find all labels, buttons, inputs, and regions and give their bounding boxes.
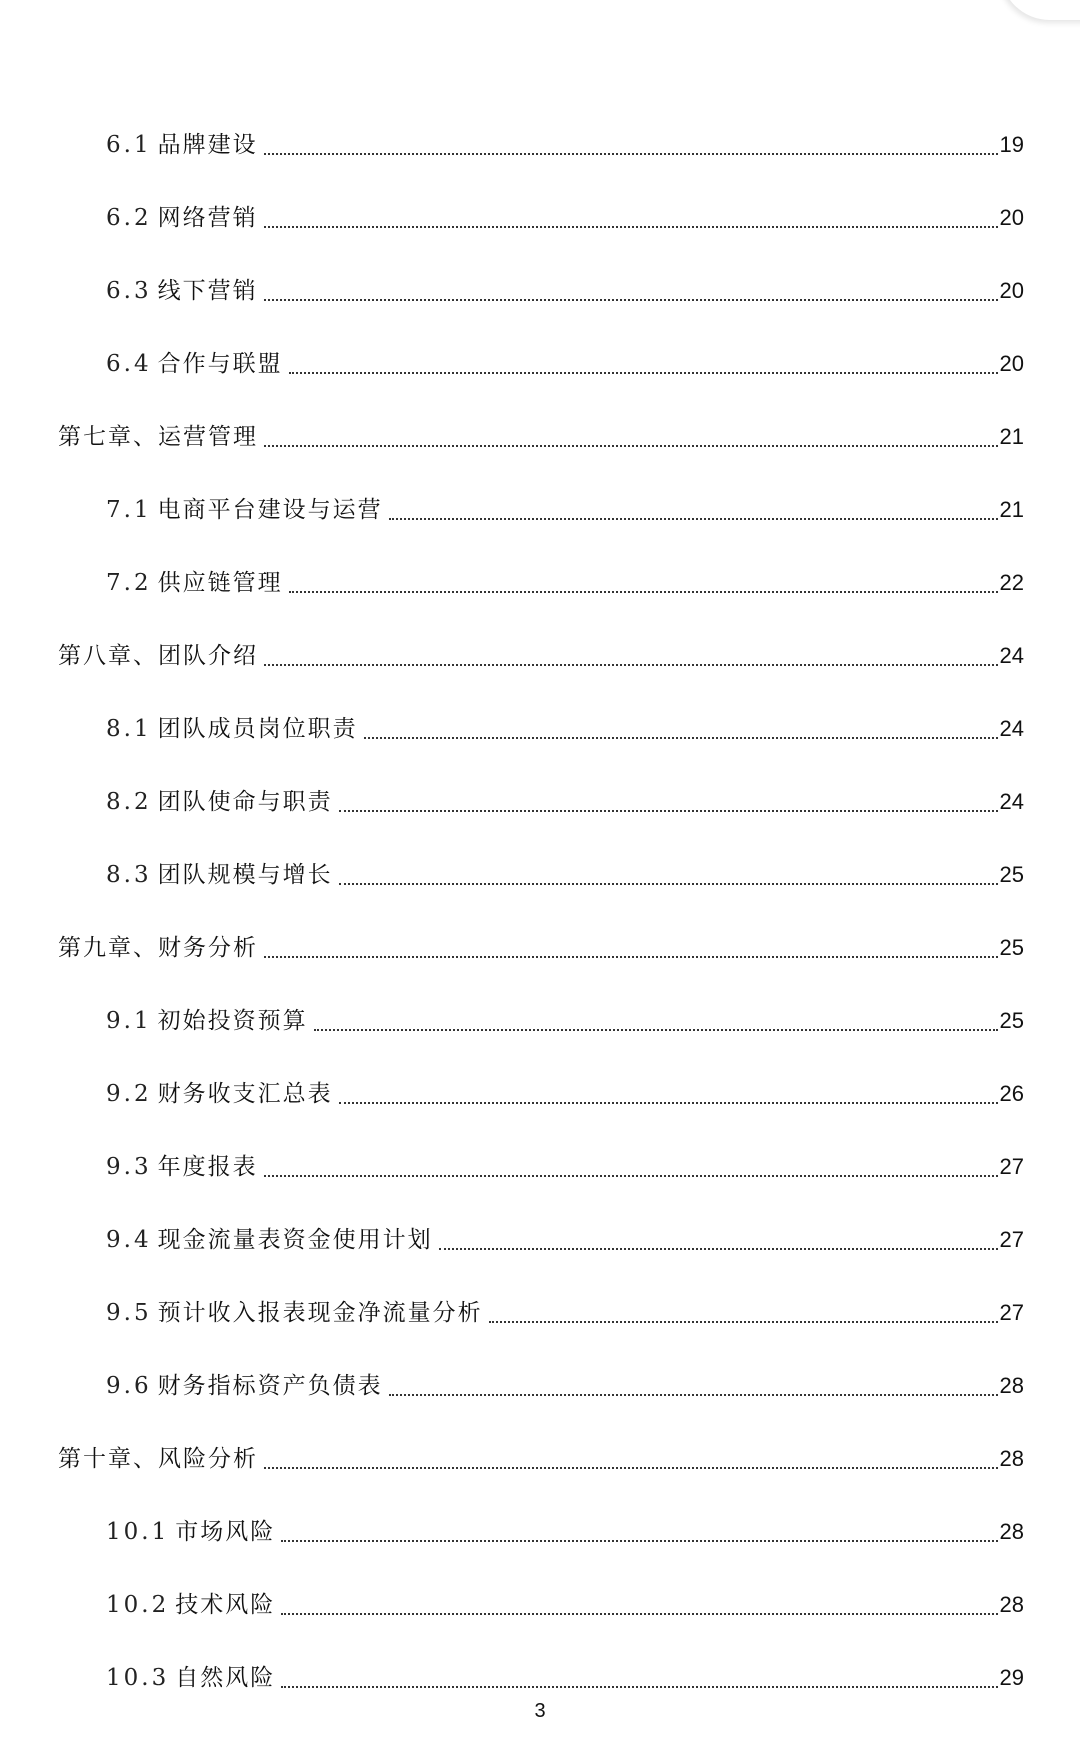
toc-chapter-entry[interactable] <box>0 603 1080 676</box>
toc-entry-title: 团队使命与职责 <box>157 789 333 815</box>
toc-page-number: 24 <box>999 643 1024 668</box>
toc-section-entry[interactable] <box>0 749 1080 822</box>
toc-page-number: 28 <box>999 1519 1024 1544</box>
toc-section-number: 6.3 <box>106 278 152 304</box>
toc-entry-line <box>106 1220 1024 1260</box>
toc-entry-line <box>106 198 1024 238</box>
toc-page-number: 24 <box>999 789 1024 814</box>
page-corner-curl <box>1000 0 1080 20</box>
toc-section-number: 6.1 <box>106 132 152 158</box>
toc-entry-line <box>106 125 1024 165</box>
toc-section-number: 9.2 <box>106 1081 152 1107</box>
toc-dot-leader <box>264 226 998 228</box>
toc-section-entry[interactable] <box>0 676 1080 749</box>
toc-section-number: 9.1 <box>106 1008 152 1034</box>
toc-page-number: 27 <box>999 1300 1024 1325</box>
toc-section-entry[interactable] <box>0 1187 1080 1260</box>
toc-entry-title: 市场风险 <box>175 1519 276 1545</box>
toc-dot-leader <box>489 1321 998 1323</box>
toc-entry-title: 第八章、团队介绍 <box>58 643 258 669</box>
toc-page-number: 20 <box>999 351 1024 376</box>
toc-section-number: 8.3 <box>106 862 152 888</box>
toc-dot-leader <box>264 664 998 666</box>
toc-entry-title: 供应链管理 <box>157 570 283 596</box>
toc-dot-leader <box>264 445 998 447</box>
toc-entry-line <box>58 417 1024 457</box>
toc-dot-leader <box>264 1175 998 1177</box>
toc-section-entry[interactable] <box>0 1333 1080 1406</box>
toc-section-entry[interactable] <box>0 1625 1080 1698</box>
toc-dot-leader <box>264 153 998 155</box>
toc-entry-line <box>106 271 1024 311</box>
toc-section-number: 9.4 <box>106 1227 152 1253</box>
toc-dot-leader <box>339 1102 998 1104</box>
toc-page-number: 29 <box>999 1665 1024 1690</box>
toc-section-number: 9.5 <box>106 1300 152 1326</box>
toc-dot-leader <box>264 956 998 958</box>
toc-entry-title: 初始投资预算 <box>157 1008 308 1034</box>
toc-entry-line <box>106 563 1024 603</box>
page-number: 3 <box>534 1700 546 1722</box>
toc-entry-line <box>106 1074 1024 1114</box>
toc-entry-title: 现金流量表资金使用计划 <box>157 1227 433 1253</box>
toc-section-number: 8.2 <box>106 789 152 815</box>
toc-page-number: 25 <box>999 935 1024 960</box>
toc-entry-title: 合作与联盟 <box>157 351 283 377</box>
toc-entry-line <box>106 1658 1024 1698</box>
toc-section-entry[interactable] <box>0 165 1080 238</box>
toc-page-number: 26 <box>999 1081 1024 1106</box>
toc-page-number: 25 <box>999 1008 1024 1033</box>
toc-entry-title: 网络营销 <box>157 205 258 231</box>
toc-entry-line <box>106 855 1024 895</box>
toc-section-number: 9.3 <box>106 1154 152 1180</box>
toc-entry-title: 自然风险 <box>175 1665 276 1691</box>
toc-page-number: 20 <box>999 278 1024 303</box>
toc-section-entry[interactable] <box>0 1260 1080 1333</box>
toc-dot-leader <box>364 737 998 739</box>
toc-section-number: 6.4 <box>106 351 152 377</box>
table-of-contents <box>0 92 1080 1698</box>
toc-dot-leader <box>264 299 998 301</box>
toc-dot-leader <box>281 1686 997 1688</box>
toc-section-number: 6.2 <box>106 205 152 231</box>
toc-entry-title: 电商平台建设与运营 <box>157 497 383 523</box>
toc-dot-leader <box>264 1467 998 1469</box>
toc-dot-leader <box>314 1029 998 1031</box>
toc-page-number: 28 <box>999 1373 1024 1398</box>
toc-dot-leader <box>339 810 998 812</box>
toc-section-number: 9.6 <box>106 1373 152 1399</box>
toc-section-number: 10.1 <box>106 1519 170 1545</box>
toc-section-entry[interactable] <box>0 968 1080 1041</box>
toc-section-entry[interactable] <box>0 530 1080 603</box>
toc-dot-leader <box>281 1540 997 1542</box>
toc-entry-title: 品牌建设 <box>157 132 258 158</box>
toc-entry-line <box>106 1585 1024 1625</box>
toc-entry-title: 第七章、运营管理 <box>58 424 258 450</box>
toc-section-number: 10.3 <box>106 1665 170 1691</box>
toc-dot-leader <box>389 518 998 520</box>
toc-section-entry[interactable] <box>0 1479 1080 1552</box>
toc-page-number: 20 <box>999 205 1024 230</box>
toc-dot-leader <box>439 1248 998 1250</box>
toc-section-entry[interactable] <box>0 238 1080 311</box>
toc-entry-line <box>58 928 1024 968</box>
toc-entry-line <box>58 1439 1024 1479</box>
toc-dot-leader <box>281 1613 997 1615</box>
toc-entry-line <box>106 782 1024 822</box>
toc-section-entry[interactable] <box>0 822 1080 895</box>
toc-entry-line <box>58 636 1024 676</box>
toc-page-number: 28 <box>999 1446 1024 1471</box>
toc-entry-line <box>106 344 1024 384</box>
toc-entry-line <box>106 1147 1024 1187</box>
toc-page-number: 21 <box>999 424 1024 449</box>
toc-entry-title: 第九章、财务分析 <box>58 935 258 961</box>
toc-entry-line <box>106 1293 1024 1333</box>
toc-section-entry[interactable] <box>0 457 1080 530</box>
toc-section-entry[interactable] <box>0 1114 1080 1187</box>
toc-section-number: 8.1 <box>106 716 152 742</box>
toc-page-number: 24 <box>999 716 1024 741</box>
toc-page-number: 22 <box>999 570 1024 595</box>
toc-entry-title: 技术风险 <box>175 1592 276 1618</box>
toc-page-number: 27 <box>999 1154 1024 1179</box>
toc-entry-title: 线下营销 <box>157 278 258 304</box>
toc-page-number: 28 <box>999 1592 1024 1617</box>
toc-page-number: 19 <box>999 132 1024 157</box>
toc-entry-title: 团队规模与增长 <box>157 862 333 888</box>
toc-entry-line <box>106 1366 1024 1406</box>
toc-section-number: 7.1 <box>106 497 152 523</box>
toc-entry-title: 财务收支汇总表 <box>157 1081 333 1107</box>
toc-page-number: 27 <box>999 1227 1024 1252</box>
toc-section-number: 7.2 <box>106 570 152 596</box>
toc-dot-leader <box>339 883 998 885</box>
toc-entry-title: 预计收入报表现金净流量分析 <box>157 1300 483 1326</box>
toc-entry-line <box>106 1001 1024 1041</box>
toc-entry-title: 第十章、风险分析 <box>58 1446 258 1472</box>
toc-entry-line <box>106 490 1024 530</box>
toc-chapter-entry[interactable] <box>0 384 1080 457</box>
toc-dot-leader <box>389 1394 998 1396</box>
toc-section-entry[interactable] <box>0 92 1080 165</box>
toc-dot-leader <box>289 372 998 374</box>
toc-section-entry[interactable] <box>0 311 1080 384</box>
toc-section-number: 10.2 <box>106 1592 170 1618</box>
toc-page-number: 25 <box>999 862 1024 887</box>
toc-section-entry[interactable] <box>0 1041 1080 1114</box>
toc-chapter-entry[interactable] <box>0 1406 1080 1479</box>
toc-entry-title: 团队成员岗位职责 <box>157 716 358 742</box>
toc-dot-leader <box>289 591 998 593</box>
toc-page-number: 21 <box>999 497 1024 522</box>
toc-entry-line <box>106 1512 1024 1552</box>
toc-entry-title: 财务指标资产负债表 <box>157 1373 383 1399</box>
toc-entry-line <box>106 709 1024 749</box>
toc-section-entry[interactable] <box>0 1552 1080 1625</box>
toc-chapter-entry[interactable] <box>0 895 1080 968</box>
toc-entry-title: 年度报表 <box>157 1154 258 1180</box>
